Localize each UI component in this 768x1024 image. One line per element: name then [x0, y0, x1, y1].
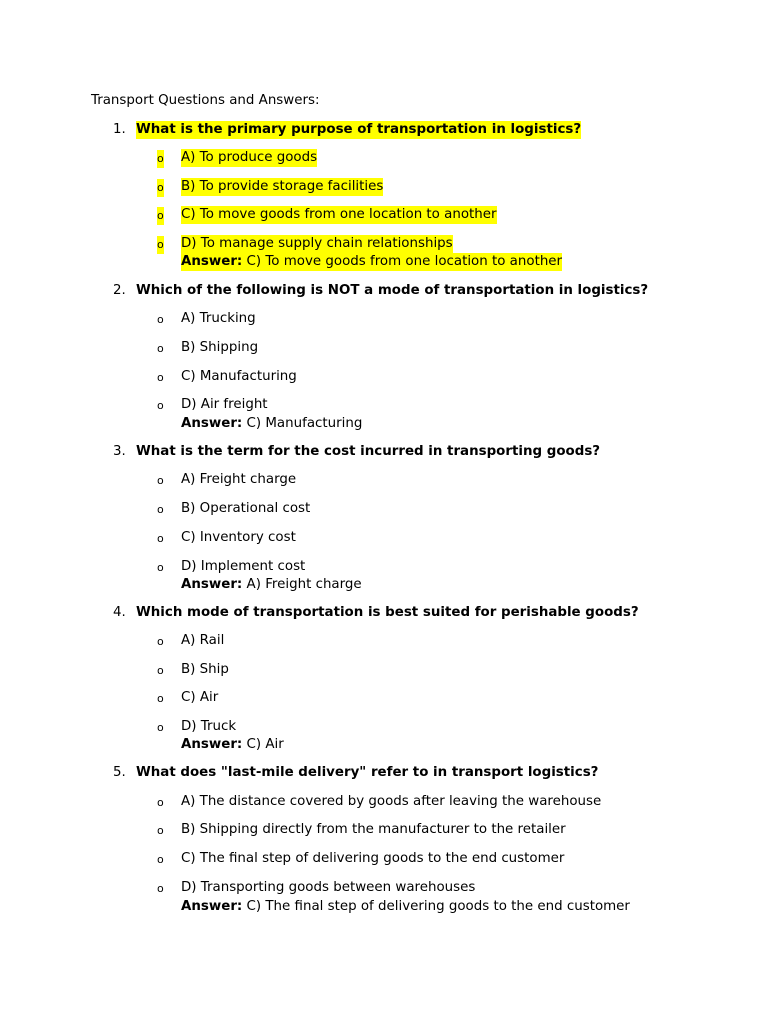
option-text: D) To manage supply chain relationships [181, 236, 453, 251]
option-text: B) To provide storage facilities [181, 179, 384, 194]
question-number: 2. [113, 283, 126, 298]
option-text: A) Trucking [181, 311, 256, 326]
answer-label: Answer: [181, 416, 243, 431]
bullet-icon: o [157, 150, 164, 168]
answer-label: Answer: [181, 254, 243, 269]
question-text: Which of the following is NOT a mode of transportation in logistics? [136, 283, 649, 298]
bullet-icon: o [157, 503, 164, 516]
question-text: What is the primary purpose of transportation in logistics? [136, 122, 582, 137]
option-text: D) Transporting goods between warehouses [181, 880, 476, 895]
answer-label: Answer: [181, 577, 243, 592]
question-number: 4. [113, 605, 126, 620]
bullet-icon: o [157, 635, 164, 648]
option-text: D) Air freight [181, 397, 268, 412]
bullet-icon: o [157, 207, 164, 225]
option-text: D) Implement cost [181, 559, 306, 574]
bullet-icon: o [157, 313, 164, 326]
bullet-icon: o [157, 474, 164, 487]
bullet-icon: o [157, 179, 164, 197]
answer-line [181, 898, 630, 916]
answer-text: C) Manufacturing [246, 416, 363, 431]
bullet-icon: o [157, 236, 164, 254]
option-text: B) Ship [181, 662, 229, 677]
bullet-icon: o [157, 399, 164, 412]
option-text: C) To move goods from one location to another [181, 207, 497, 222]
bullet-icon: o [157, 532, 164, 545]
answer-line [181, 736, 284, 754]
answer-line [181, 576, 362, 594]
bullet-icon: o [157, 721, 164, 734]
question-number: 5. [113, 765, 126, 780]
answer-line [181, 253, 562, 271]
question-number: 1. [113, 122, 126, 137]
option-text: A) Freight charge [181, 472, 297, 487]
answer-label: Answer: [181, 737, 243, 752]
option-text: C) Inventory cost [181, 530, 296, 545]
answer-label: Answer: [181, 899, 243, 914]
option-text: C) Air [181, 690, 219, 705]
option-text: C) The final step of delivering goods to the end customer [181, 851, 565, 866]
question-number: 3. [113, 444, 126, 459]
option-text: A) To produce goods [181, 150, 318, 165]
option-text: A) Rail [181, 633, 225, 648]
option-text: B) Shipping directly from the manufacturer to the retailer [181, 822, 566, 837]
bullet-icon: o [157, 796, 164, 809]
bullet-icon: o [157, 692, 164, 705]
answer-text: A) Freight charge [246, 577, 362, 592]
option-text: B) Shipping [181, 340, 259, 355]
question-text: What does "last-mile delivery" refer to in transport logistics? [136, 765, 599, 780]
option-text: B) Operational cost [181, 501, 311, 516]
bullet-icon: o [157, 853, 164, 866]
bullet-icon: o [157, 664, 164, 677]
option-text: A) The distance covered by goods after leaving the warehouse [181, 794, 602, 809]
bullet-icon: o [157, 561, 164, 574]
bullet-icon: o [157, 882, 164, 895]
question-text: Which mode of transportation is best suited for perishable goods? [136, 605, 639, 620]
option-text: C) Manufacturing [181, 369, 297, 384]
bullet-icon: o [157, 342, 164, 355]
answer-text: C) To move goods from one location to another [246, 254, 563, 269]
answer-line [181, 415, 362, 433]
document-title: Transport Questions and Answers: [91, 93, 320, 108]
question-text: What is the term for the cost incurred in transporting goods? [136, 444, 601, 459]
bullet-icon: o [157, 371, 164, 384]
answer-text: C) The final step of delivering goods to the end customer [246, 899, 630, 914]
option-text: D) Truck [181, 719, 237, 734]
bullet-icon: o [157, 824, 164, 837]
answer-text: C) Air [246, 737, 284, 752]
